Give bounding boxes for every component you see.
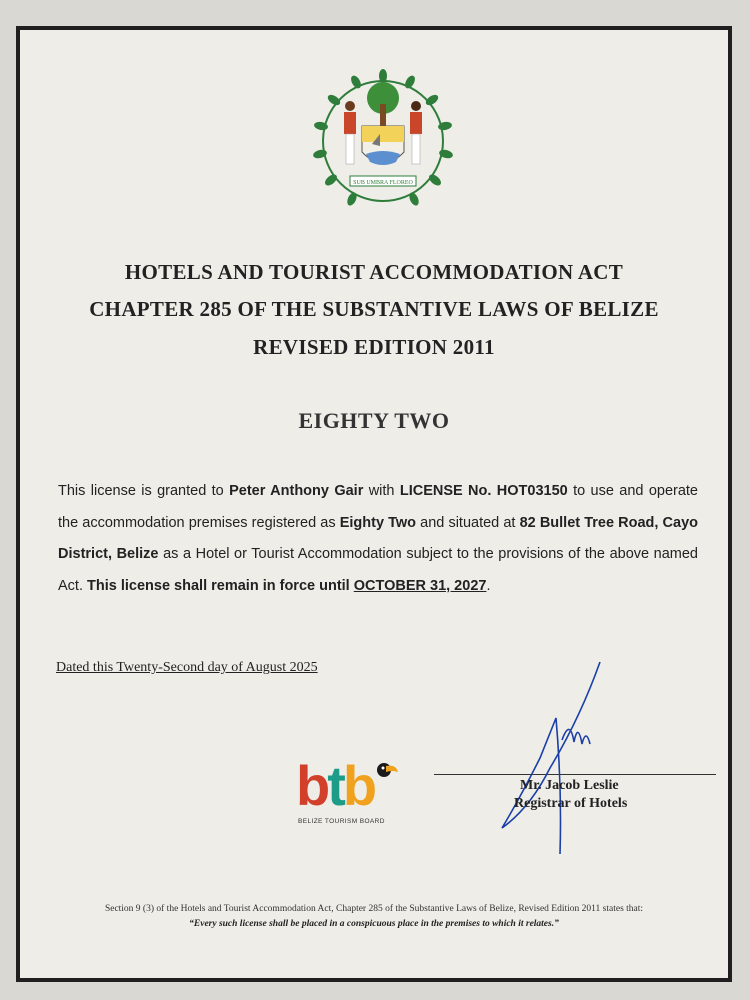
logo-letter: t	[327, 754, 343, 817]
seal-motto: SUB UMBRA FLOREO	[353, 180, 413, 186]
validity-clause: This license shall remain in force until	[87, 577, 354, 594]
text-segment: to use and operate the accommodation premises registered as	[58, 483, 698, 531]
act-chapter: CHAPTER 285 OF THE SUBSTANTIVE LAWS OF BELIZE	[89, 297, 659, 321]
text-segment: This license is granted to	[58, 483, 230, 499]
expiry-date: OCTOBER 31, 2027	[353, 577, 487, 594]
text-segment: as a Hotel or Tourist Accommodation subject to the provisions of the above named Act.	[58, 546, 698, 594]
license-label: LICENSE No.	[399, 483, 492, 499]
registrar-title: Registrar of Hotels	[514, 796, 628, 811]
issue-date: Dated this Twenty-Second day of August 2025	[56, 660, 318, 675]
btb-subtitle: BELIZE TOURISM BOARD	[298, 818, 385, 825]
act-title: HOTELS AND TOURIST ACCOMMODATION ACT	[124, 260, 624, 284]
toucan-icon	[358, 756, 398, 796]
text-segment: with	[363, 483, 400, 499]
license-certificate	[16, 26, 732, 982]
registrar-signature	[470, 658, 630, 858]
footer-citation: Section 9 (3) of the Hotels and Tourist Accommodation Act, Chapter 285 of the Substantive Laws of Belize, Revised Edition 2011 states that:	[104, 904, 644, 914]
premises-address: 82 Bullet Tree Road, Cayo District, Belize	[58, 514, 698, 562]
text-segment: .	[486, 577, 491, 594]
licensee-name: Peter Anthony Gair	[229, 483, 364, 499]
registrar-name: Mr. Jacob Leslie	[520, 778, 619, 793]
btb-logo	[296, 756, 406, 832]
registered-name: Eighty Two	[339, 514, 417, 531]
logo-letter: b	[296, 754, 328, 817]
text-segment: and situated at	[416, 514, 520, 531]
belize-coat-of-arms-icon	[310, 68, 456, 214]
footer-quote: “Every such license shall be placed in a conspicuous place in the premises to which it relates.”	[189, 919, 559, 929]
premises-title: EIGHTY TWO	[298, 408, 450, 433]
license-text	[58, 476, 698, 602]
license-number: HOT03150	[496, 483, 568, 499]
logo-letter: b	[342, 754, 375, 817]
act-edition: REVISED EDITION 2011	[253, 335, 495, 359]
